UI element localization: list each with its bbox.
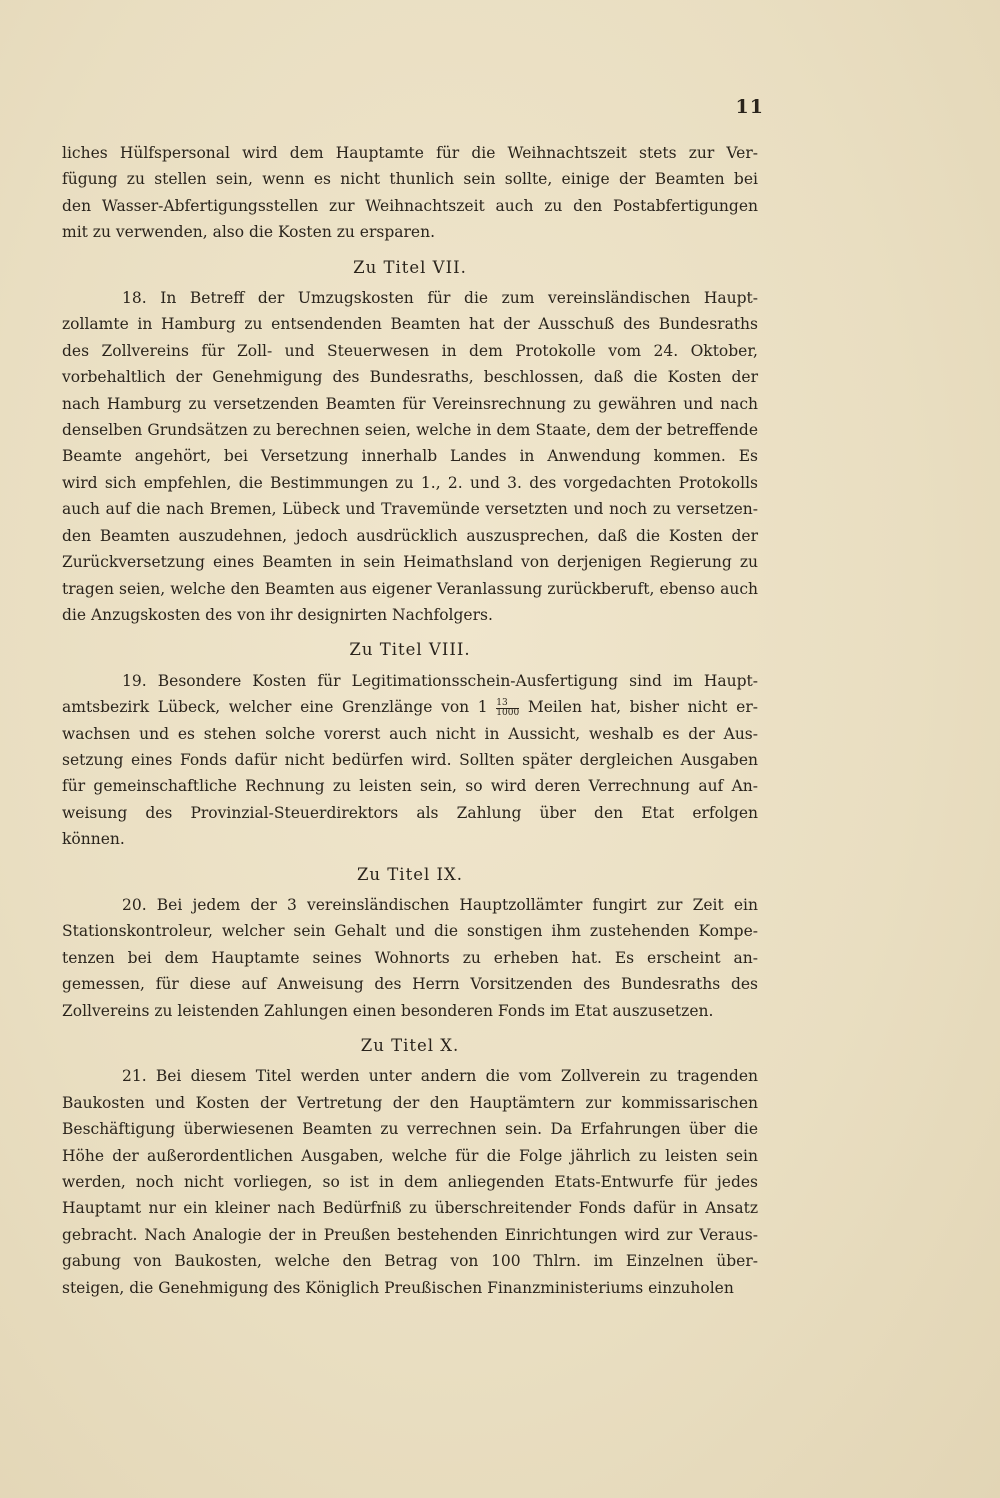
text-line: 21. Bei diesem Titel werden unter andern die vom Zollverein zu tragenden — [122, 1067, 758, 1086]
text-line: tragen seien, welche den Beamten aus eigener Veranlassung zurückberuft, ebenso auch — [62, 579, 758, 598]
text-line: auch auf die nach Bremen, Lübeck und Travemünde versetzten und noch zu versetzen- — [62, 500, 758, 519]
paragraph-p21 — [62, 1063, 758, 1301]
text-line: denselben Grundsätzen zu berechnen seien, welche in dem Staate, dem der betreffende — [62, 421, 758, 440]
text-line: 20. Bei jedem der 3 vereinsländischen Hauptzollämter fungirt zur Zeit ein — [122, 895, 758, 914]
text-line: Zurückversetzung eines Beamten in sein Heimathsland von derjenigen Regierung zu — [62, 553, 758, 572]
text-line: gemessen, für diese auf Anweisung des Herrn Vorsitzenden des Bundesraths des — [62, 975, 758, 994]
text-line: Höhe der außerordentlichen Ausgaben, welche für die Folge jährlich zu leisten sein — [62, 1146, 758, 1165]
text-line: Hauptamt nur ein kleiner nach Bedürfniß zu überschreitender Fonds dafür in Ansatz — [62, 1199, 758, 1218]
text-line: vorbehaltlich der Genehmigung des Bundesraths, beschlossen, daß die Kosten der — [62, 368, 758, 387]
text-line: wachsen und es stehen solche vorerst auch nicht in Aussicht, weshalb es der Aus- — [62, 724, 758, 743]
paragraph-p18 — [62, 285, 758, 628]
text-line: können. — [62, 830, 125, 849]
text-line: werden, noch nicht vorliegen, so ist in dem anliegenden Etats-Entwurfe für jedes — [62, 1173, 758, 1192]
text-line: Baukosten und Kosten der Vertretung der den Hauptämtern zur kommissarischen — [62, 1093, 758, 1112]
fraction-denominator: 1000 — [496, 707, 520, 718]
text-line: liches Hülfspersonal wird dem Hauptamte für die Weihnachtszeit stets zur Ver- — [62, 144, 758, 162]
text-line: Zollvereins zu leistenden Zahlungen einen besonderen Fonds im Etat auszusetzen. — [62, 1001, 714, 1020]
text-line: 18. In Betreff der Umzugskosten für die zum vereinsländischen Haupt- — [122, 289, 758, 308]
section-heading: Zu Titel VIII. — [349, 640, 471, 660]
paragraph-p17 — [62, 140, 758, 246]
text-line: setzung eines Fonds dafür nicht bedürfen wird. Sollten später dergleichen Ausgaben — [62, 750, 758, 769]
text-line: nach Hamburg zu versetzenden Beamten für Vereinsrechnung zu gewähren und nach — [62, 394, 758, 413]
page-content — [62, 140, 758, 1301]
text-line: gebracht. Nach Analogie der in Preußen bestehenden Einrichtungen wird zur Veraus- — [62, 1225, 758, 1244]
text-line: wird sich empfehlen, die Bestimmungen zu 1., 2. und 3. des vorgedachten Protokolls — [62, 473, 758, 492]
text-line: Stationskontroleur, welcher sein Gehalt und die sonstigen ihm zustehenden Kompe- — [62, 922, 758, 941]
text-line: die Anzugskosten des von ihr designirten Nachfolgers. — [62, 605, 493, 624]
text-line: für gemeinschaftliche Rechnung zu leisten sein, so wird deren Verrechnung auf An- — [62, 777, 758, 796]
section-heading: Zu Titel IX. — [356, 864, 464, 884]
section-heading: Zu Titel VII. — [353, 257, 467, 277]
section-heading: Zu Titel X. — [360, 1036, 460, 1055]
text-line: gabung von Baukosten, welche den Betrag von 100 Thlrn. im Einzelnen über- — [62, 1252, 758, 1271]
paragraph-p20 — [62, 892, 758, 1024]
page-number: 11 — [735, 96, 764, 118]
text-line: amtsbezirk Lübeck, welcher eine Grenzlänge von 1 $\frac{13}{1000}$ Meilen hat, bisher nicht er- — [62, 697, 758, 718]
text-line: steigen, die Genehmigung des Königlich Preußischen Finanzministeriums einzuholen — [62, 1278, 734, 1297]
text-line: des Zollvereins für Zoll- und Steuerwesen in dem Protokolle vom 24. Oktober, — [62, 341, 758, 360]
text-line: den Wasser-Abfertigungsstellen zur Weihnachtszeit auch zu den Postabfertigungen — [62, 196, 758, 215]
text-line: Beschäftigung überwiesenen Beamten zu verrechnen sein. Da Erfahrungen über die — [62, 1120, 758, 1139]
text-line: 19. Besondere Kosten für Legitimationsschein-Ausfertigung sind im Haupt- — [122, 671, 758, 690]
text-line: mit zu verwenden, also die Kosten zu ersparen. — [62, 223, 435, 242]
text-line: zollamte in Hamburg zu entsendenden Beamten hat der Ausschuß des Bundesraths — [62, 315, 758, 334]
text-line: weisung des Provinzial-Steuerdirektors als Zahlung über den Etat erfolgen — [62, 803, 758, 822]
text-line: Beamte angehört, bei Versetzung innerhalb Landes in Anwendung kommen. Es — [62, 447, 758, 466]
paragraph-p19 — [62, 668, 758, 853]
fraction-numerator: 13 — [496, 699, 519, 709]
text-line: den Beamten auszudehnen, jedoch ausdrücklich auszusprechen, daß die Kosten der — [62, 526, 758, 545]
text-line: tenzen bei dem Hauptamte seines Wohnorts zu erheben hat. Es erscheint an- — [62, 948, 758, 967]
fraction — [496, 699, 519, 718]
text-line: fügung zu stellen sein, wenn es nicht thunlich sein sollte, einige der Beamten bei — [62, 170, 758, 189]
